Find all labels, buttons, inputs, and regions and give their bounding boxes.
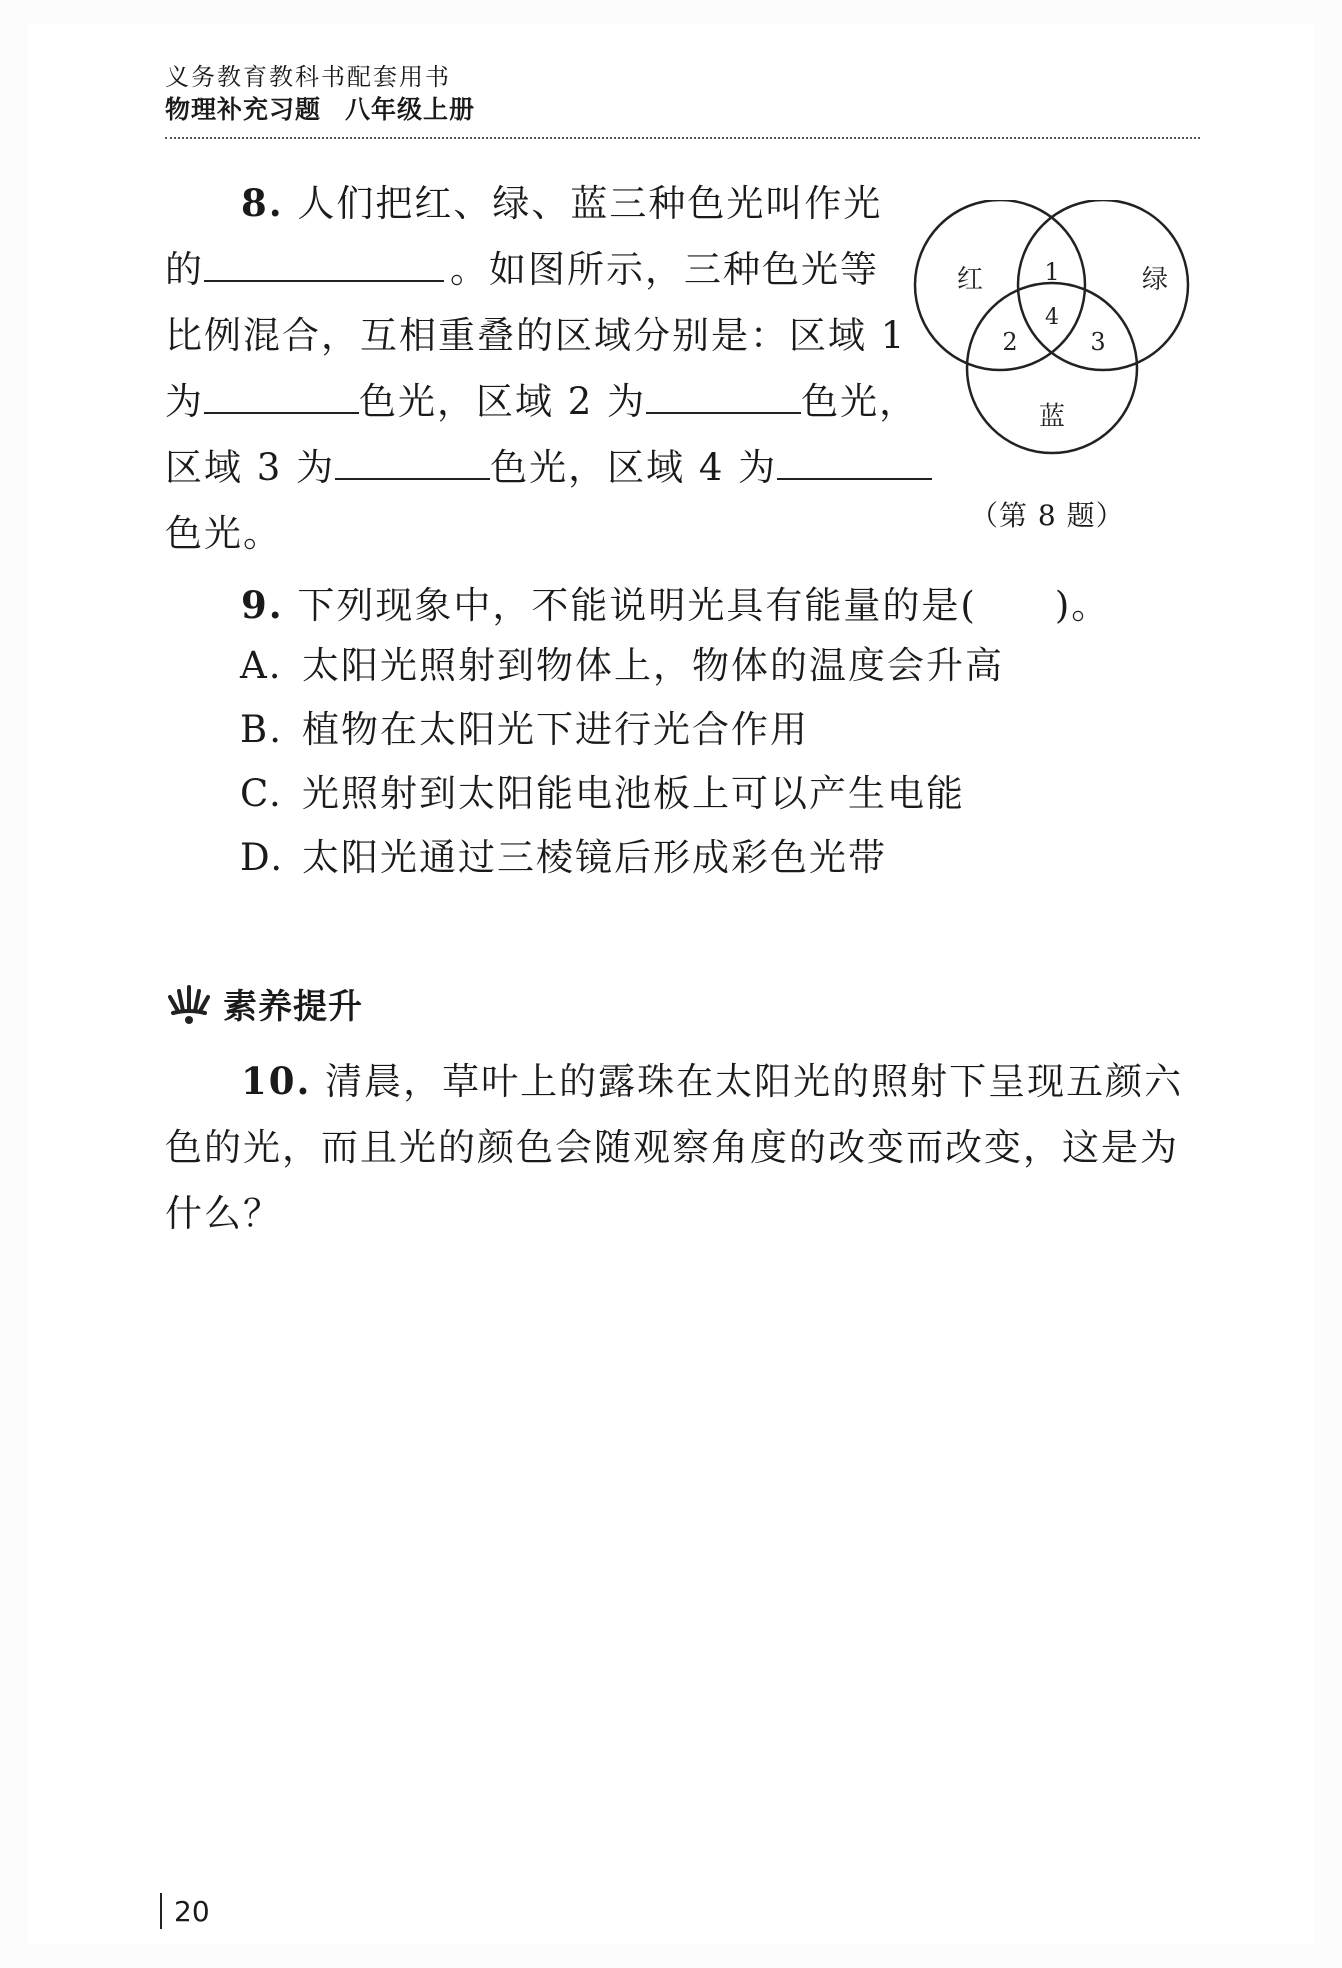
- question-8-text: 的: [165, 248, 204, 291]
- venn-diagram: [900, 200, 1220, 470]
- option-a[interactable]: [240, 634, 1004, 698]
- question-9-number: 9.: [241, 583, 284, 627]
- option-letter: B.: [240, 708, 283, 751]
- question-8-text: 色光，区域 4 为: [490, 446, 778, 489]
- section-title: 素养提升: [223, 986, 363, 1027]
- question-8: [165, 170, 919, 567]
- question-8-text: 色光，区域 2 为: [359, 380, 647, 423]
- region-4-label: 4: [1045, 305, 1059, 330]
- answer-blank[interactable]: [204, 240, 444, 282]
- option-letter: C.: [240, 772, 283, 815]
- book-title: [165, 92, 475, 128]
- question-8-number: 8.: [241, 181, 284, 225]
- page-header: [165, 62, 475, 128]
- question-10-number: 10.: [241, 1059, 312, 1103]
- option-text: 植物在太阳光下进行光合作用: [302, 708, 809, 751]
- venn-svg: [900, 200, 1220, 470]
- question-8-text: 为: [165, 380, 204, 423]
- question-8-text: 色光，: [801, 380, 919, 423]
- question-10-text: 清晨，草叶上的露珠在太阳光的照射下呈现五颜六色的光，而且光的颜色会随观察角度的改变而改变，这是为什么？: [165, 1060, 1184, 1235]
- option-d[interactable]: [240, 826, 1004, 890]
- option-c[interactable]: [240, 762, 1004, 826]
- region-2-label: 2: [1002, 328, 1018, 356]
- label-green: 绿: [1141, 265, 1169, 295]
- region-3-label: 3: [1090, 328, 1106, 356]
- book-series: 义务教育教科书配套用书: [165, 63, 451, 91]
- page-footer: [160, 1893, 210, 1929]
- option-text: 光照射到太阳能电池板上可以产生电能: [302, 772, 965, 815]
- question-9-options: [240, 634, 1004, 890]
- region-1-label: 1: [1044, 258, 1060, 286]
- header-divider: [165, 137, 1200, 139]
- label-blue: 蓝: [1038, 402, 1066, 432]
- answer-blank-region-1[interactable]: [204, 372, 359, 414]
- answer-blank-region-3[interactable]: [335, 438, 490, 480]
- section-heading: [165, 975, 363, 1031]
- option-text: 太阳光照射到物体上，物体的温度会升高: [302, 644, 1004, 687]
- answer-blank-region-2[interactable]: [646, 372, 801, 414]
- question-9: [165, 572, 1205, 639]
- question-9-stem: 下列现象中，不能说明光具有能量的是( )。: [297, 584, 1111, 627]
- question-8-line3: 比例混合，互相重叠的区域分别是：区域 1: [165, 314, 907, 357]
- label-red: 红: [956, 265, 984, 295]
- question-8-text: 。如图所示，三种色光等: [450, 248, 879, 291]
- option-text: 太阳光通过三棱镜后形成彩色光带: [302, 836, 887, 879]
- question-8-line1: 人们把红、绿、蓝三种色光叫作光: [297, 182, 883, 225]
- page-number: 20: [174, 1894, 210, 1928]
- book-grade: 八年级上册: [345, 95, 476, 124]
- figure-caption: （第 8 题）: [970, 499, 1125, 532]
- crown-icon: [165, 977, 213, 1029]
- option-letter: A.: [240, 644, 283, 687]
- option-b[interactable]: [240, 698, 1004, 762]
- book-subject: 物理补充习题: [165, 95, 322, 124]
- option-letter: D.: [240, 836, 285, 879]
- footer-bar: [160, 1893, 162, 1929]
- question-10: [165, 1048, 1215, 1247]
- question-8-text: 区域 3 为: [165, 446, 336, 489]
- question-8-line6: 色光。: [165, 512, 282, 555]
